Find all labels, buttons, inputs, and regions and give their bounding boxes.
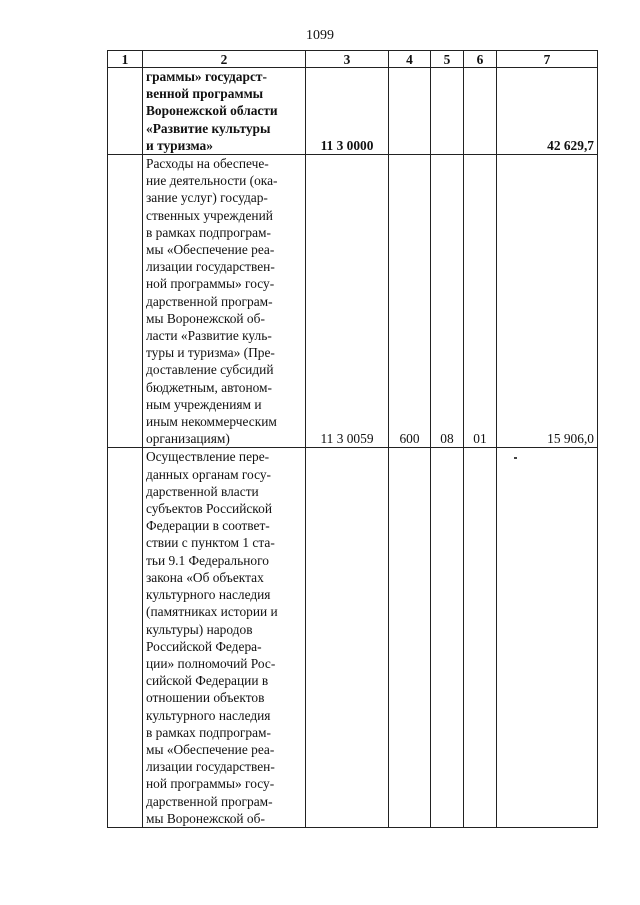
row-number-cell <box>108 68 143 155</box>
expense-name-cell: граммы» государст- венной программы Воронежской области «Развитие культуры и туризма» <box>143 68 306 155</box>
header-row <box>108 51 598 68</box>
subsection-cell <box>464 68 497 155</box>
header-col-2: 2 <box>143 51 306 68</box>
target-code-cell: 11 3 0000 <box>306 68 389 155</box>
expense-type-cell: 600 <box>389 155 431 448</box>
expense-type-cell <box>389 68 431 155</box>
subsection-cell: 01 <box>464 155 497 448</box>
subsection-cell <box>464 448 497 827</box>
section-cell <box>431 68 464 155</box>
section-cell: 08 <box>431 155 464 448</box>
row-number-cell <box>108 448 143 827</box>
header-col-7: 7 <box>497 51 598 68</box>
table-row <box>108 448 598 827</box>
header-col-6: 6 <box>464 51 497 68</box>
expense-name-cell: Расходы на обеспече- ние деятельности (ока- зание услуг) государ- ственных учреждений в рамках подпрограм- мы «Обеспечение реа- лизации государствен- ной программы» госу- дарственной програм- мы Воронежской об- ласти «Развитие куль- туры и туризма» (Пре- доставление субсидий бюджетным, автоном- ным учреждениям и иным некоммерческим организациям) <box>143 155 306 448</box>
row-number-cell <box>108 155 143 448</box>
page-number: 1099 <box>306 28 334 43</box>
header-col-1: 1 <box>108 51 143 68</box>
budget-table <box>107 50 598 828</box>
target-code-cell <box>306 448 389 827</box>
header-col-3: 3 <box>306 51 389 68</box>
amount-cell <box>497 448 598 827</box>
table-row <box>108 68 598 155</box>
header-col-5: 5 <box>431 51 464 68</box>
amount-cell: 42 629,7 <box>497 68 598 155</box>
header-col-4: 4 <box>389 51 431 68</box>
table-row <box>108 155 598 448</box>
section-cell <box>431 448 464 827</box>
expense-name-cell: Осуществление пере- данных органам госу- дарственной власти субъектов Российской Федерации в соответ- ствии с пунктом 1 ста- тьи 9.1 Федерального закона «Об объектах культурного наследия (памятниках истории и культуры) народов Российской Федера- ции» полномочий Рос- сийской Федерации в отношении объектов культурного наследия в рамках подпрограм- мы «Обеспечение реа- лизации государствен- ной программы» госу- дарственной програм- мы Воронежской об- <box>143 448 306 827</box>
scan-artifact <box>514 457 517 459</box>
target-code-cell: 11 3 0059 <box>306 155 389 448</box>
expense-type-cell <box>389 448 431 827</box>
amount-cell: 15 906,0 <box>497 155 598 448</box>
